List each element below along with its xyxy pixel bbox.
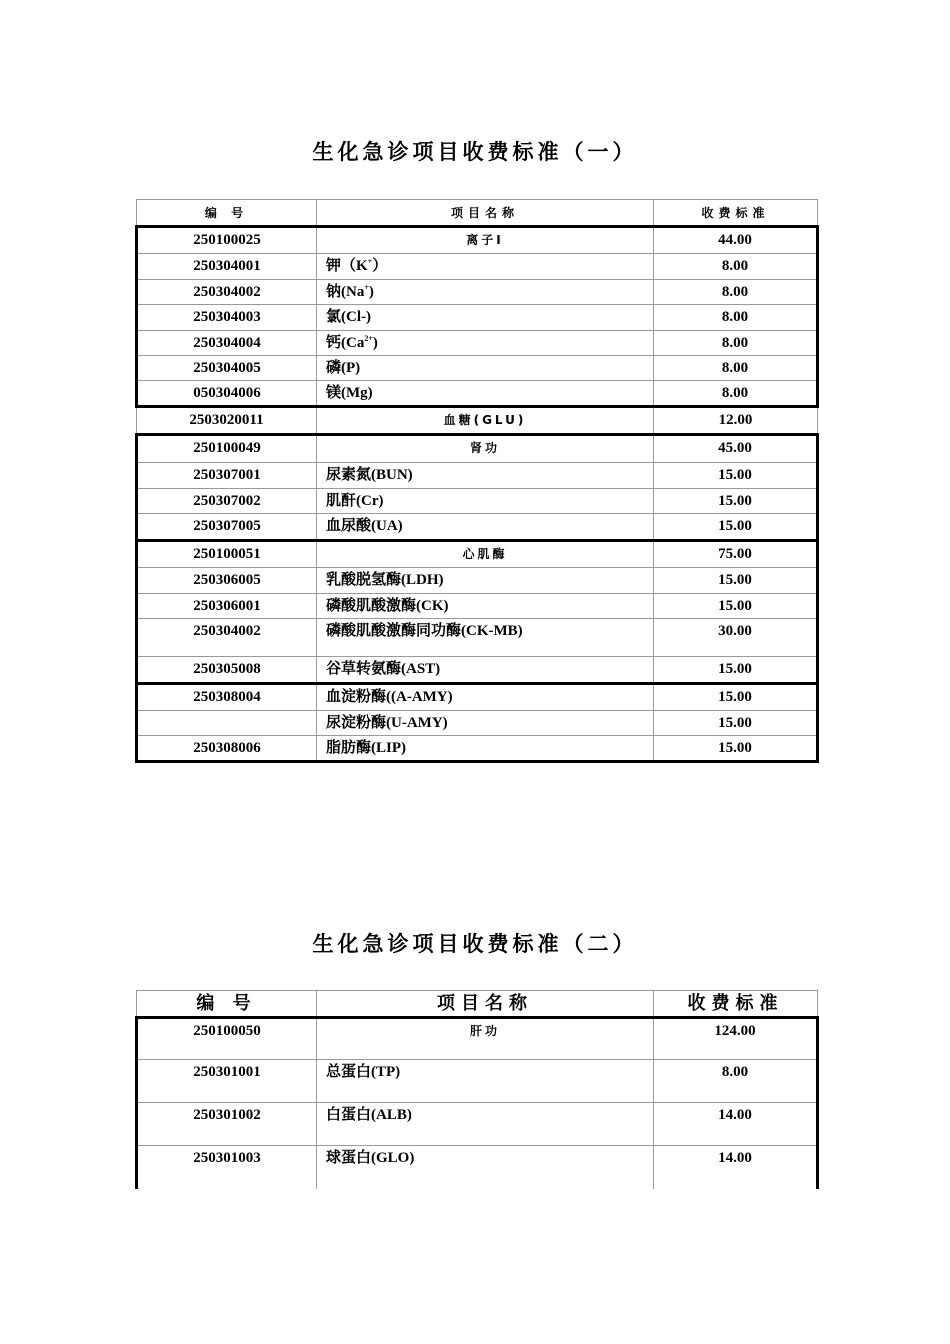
table-row bbox=[137, 736, 818, 762]
item-fee: 75.00 bbox=[654, 541, 818, 568]
header-item-name: 项目名称 bbox=[317, 991, 654, 1018]
table-row bbox=[137, 1018, 818, 1060]
charge-superscript: + bbox=[367, 257, 373, 266]
table-row bbox=[137, 356, 818, 381]
table-row bbox=[137, 435, 818, 463]
item-name: 脂肪酶(LIP) bbox=[317, 736, 654, 762]
table-row bbox=[137, 305, 818, 331]
item-name-cell bbox=[317, 331, 654, 356]
item-fee: 15.00 bbox=[654, 514, 818, 541]
table-row bbox=[137, 280, 818, 305]
table-row bbox=[137, 254, 818, 280]
item-name: 白蛋白(ALB) bbox=[317, 1103, 654, 1146]
item-fee: 15.00 bbox=[654, 711, 818, 736]
item-code: 250308006 bbox=[137, 736, 317, 762]
item-fee: 30.00 bbox=[654, 619, 818, 657]
item-code: 250307002 bbox=[137, 489, 317, 514]
item-name: 镁(Mg) bbox=[317, 381, 654, 407]
section1-title: 生化急诊项目收费标准（一） bbox=[312, 140, 638, 164]
table-row bbox=[137, 489, 818, 514]
charge-superscript: 2+ bbox=[364, 334, 373, 343]
table-row bbox=[137, 711, 818, 736]
item-code: 250305008 bbox=[137, 657, 317, 684]
charge-superscript: + bbox=[364, 283, 369, 292]
item-name-cell bbox=[317, 280, 654, 305]
header-fee: 收费标准 bbox=[654, 991, 818, 1018]
item-code: 250304002 bbox=[137, 280, 317, 305]
table-row bbox=[137, 407, 818, 435]
item-code: 250100025 bbox=[137, 227, 317, 254]
item-name: 血淀粉酶((A-AMY) bbox=[317, 684, 654, 711]
table-row bbox=[137, 568, 818, 594]
section2-title: 生化急诊项目收费标准（二） bbox=[312, 932, 638, 956]
item-name: 尿淀粉酶(U-AMY) bbox=[317, 711, 654, 736]
item-code: 250306001 bbox=[137, 594, 317, 619]
item-fee: 8.00 bbox=[654, 280, 818, 305]
item-code: 250306005 bbox=[137, 568, 317, 594]
item-code: 250304003 bbox=[137, 305, 317, 331]
item-fee: 14.00 bbox=[654, 1103, 818, 1146]
table-row bbox=[137, 1060, 818, 1103]
item-name: 血糖(GLU) bbox=[317, 407, 654, 435]
item-name: 总蛋白(TP) bbox=[317, 1060, 654, 1103]
item-fee: 8.00 bbox=[654, 305, 818, 331]
item-code: 250301001 bbox=[137, 1060, 317, 1103]
item-fee: 12.00 bbox=[654, 407, 818, 435]
table-row bbox=[137, 381, 818, 407]
item-code: 2503020011 bbox=[137, 407, 317, 435]
item-name-tail: ） bbox=[372, 258, 388, 274]
fee-table-2 bbox=[135, 990, 819, 1189]
table-row bbox=[137, 514, 818, 541]
item-name: 血尿酸(UA) bbox=[317, 514, 654, 541]
item-name: 心肌酶 bbox=[317, 541, 654, 568]
item-fee: 14.00 bbox=[654, 1146, 818, 1189]
table-row bbox=[137, 541, 818, 568]
item-fee: 8.00 bbox=[654, 254, 818, 280]
item-fee: 124.00 bbox=[654, 1018, 818, 1060]
table-row bbox=[137, 331, 818, 356]
item-name: 钙(Ca bbox=[326, 335, 365, 351]
item-code: 250307001 bbox=[137, 463, 317, 489]
item-name-cell bbox=[317, 254, 654, 280]
item-code: 250304004 bbox=[137, 331, 317, 356]
item-name: 球蛋白(GLO) bbox=[317, 1146, 654, 1189]
item-fee: 15.00 bbox=[654, 594, 818, 619]
item-code: 250301003 bbox=[137, 1146, 317, 1189]
item-fee: 8.00 bbox=[654, 331, 818, 356]
item-code: 250301002 bbox=[137, 1103, 317, 1146]
table-header-row bbox=[137, 991, 818, 1018]
item-fee: 15.00 bbox=[654, 463, 818, 489]
fee-table-1 bbox=[135, 199, 819, 763]
header-fee: 收费标准 bbox=[654, 200, 818, 227]
item-name: 谷草转氨酶(AST) bbox=[317, 657, 654, 684]
item-code: 250304002 bbox=[137, 619, 317, 657]
item-name: 肝功 bbox=[317, 1018, 654, 1060]
header-item-name: 项目名称 bbox=[317, 200, 654, 227]
item-code: 250100049 bbox=[137, 435, 317, 463]
item-name: 钠(Na bbox=[326, 284, 365, 300]
item-name: 尿素氮(BUN) bbox=[317, 463, 654, 489]
table-row bbox=[137, 463, 818, 489]
item-name: 乳酸脱氢酶(LDH) bbox=[317, 568, 654, 594]
table-row bbox=[137, 594, 818, 619]
item-fee: 15.00 bbox=[654, 489, 818, 514]
table-row bbox=[137, 657, 818, 684]
item-fee: 8.00 bbox=[654, 1060, 818, 1103]
item-code: 250100050 bbox=[137, 1018, 317, 1060]
item-name-tail: ) bbox=[368, 284, 374, 300]
table-row bbox=[137, 227, 818, 254]
item-name: 离子Ⅰ bbox=[317, 227, 654, 254]
item-name: 肾功 bbox=[317, 435, 654, 463]
item-name: 磷酸肌酸激酶同功酶(CK-MB) bbox=[317, 619, 654, 657]
item-name: 磷酸肌酸激酶(CK) bbox=[317, 594, 654, 619]
item-code: 250304005 bbox=[137, 356, 317, 381]
item-fee: 15.00 bbox=[654, 657, 818, 684]
item-name: 钾（K bbox=[326, 258, 368, 274]
table-row bbox=[137, 684, 818, 711]
item-fee: 15.00 bbox=[654, 684, 818, 711]
item-name-tail: ) bbox=[372, 335, 378, 351]
item-fee: 8.00 bbox=[654, 381, 818, 407]
item-code: 050304006 bbox=[137, 381, 317, 407]
header-code: 编 号 bbox=[137, 200, 317, 227]
item-fee: 15.00 bbox=[654, 736, 818, 762]
item-name: 肌酐(Cr) bbox=[317, 489, 654, 514]
table-row bbox=[137, 619, 818, 657]
item-code: 250307005 bbox=[137, 514, 317, 541]
item-code: 250304001 bbox=[137, 254, 317, 280]
item-fee: 15.00 bbox=[654, 568, 818, 594]
item-code: 250308004 bbox=[137, 684, 317, 711]
item-code bbox=[137, 711, 317, 736]
header-code: 编 号 bbox=[137, 991, 317, 1018]
table-row bbox=[137, 1103, 818, 1146]
item-name: 氯(Cl-) bbox=[317, 305, 654, 331]
item-fee: 44.00 bbox=[654, 227, 818, 254]
item-name: 磷(P) bbox=[317, 356, 654, 381]
item-fee: 45.00 bbox=[654, 435, 818, 463]
item-fee: 8.00 bbox=[654, 356, 818, 381]
item-code: 250100051 bbox=[137, 541, 317, 568]
table-header-row bbox=[137, 200, 818, 227]
table-row bbox=[137, 1146, 818, 1189]
